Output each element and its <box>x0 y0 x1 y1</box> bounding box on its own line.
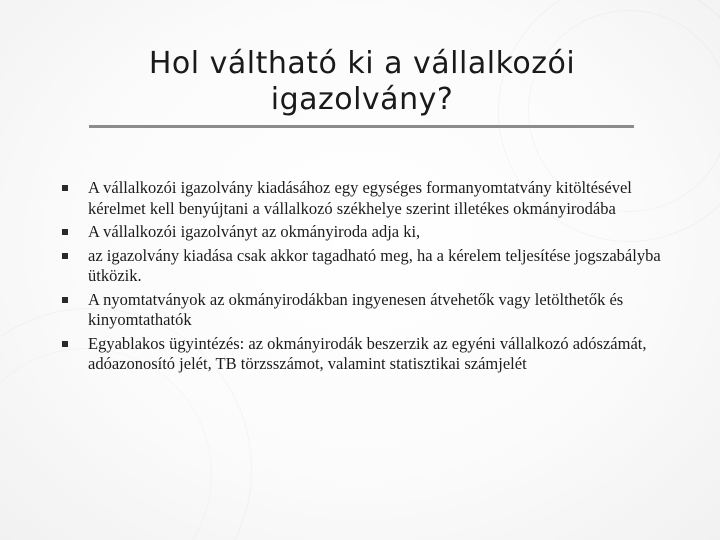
bullet-item <box>62 290 662 331</box>
bullet-item <box>62 178 662 219</box>
square-bullet-icon <box>62 253 68 259</box>
square-bullet-icon <box>62 297 68 303</box>
bullet-text: A vállalkozói igazolvány kiadásához egy egységes formanyomtatvány kitöltésével kérelmet kell benyújtani a vállalkozó székhelye szerint illetékes okmányirodába <box>88 178 632 218</box>
bullet-text: A nyomtatványok az okmányirodákban ingyenesen átvehetők vagy letölthetők és kinyomtathatók <box>88 289 624 329</box>
bullet-item <box>62 334 662 375</box>
bullet-list <box>62 178 662 378</box>
title-divider <box>89 125 634 128</box>
bullet-text: A vállalkozói igazolványt az okmányiroda adja ki, <box>88 222 421 241</box>
slide-title <box>90 46 634 118</box>
bullet-item <box>62 222 662 243</box>
bullet-text: Egyablakos ügyintézés: az okmányirodák beszerzik az egyéni vállalkozó adószámát, adóazonosító jelét, TB törzsszámot, valamint statisztikai számjelét <box>88 333 647 373</box>
slide-title-line-2: igazolvány? <box>270 82 454 117</box>
bullet-item <box>62 246 662 287</box>
square-bullet-icon <box>62 185 68 191</box>
bullet-text: az igazolvány kiadása csak akkor tagadható meg, ha a kérelem teljesítése jogszabályba ütközik. <box>88 245 661 285</box>
square-bullet-icon <box>62 229 68 235</box>
square-bullet-icon <box>62 341 68 347</box>
slide-title-line-1: Hol váltható ki a vállalkozói <box>148 46 576 81</box>
